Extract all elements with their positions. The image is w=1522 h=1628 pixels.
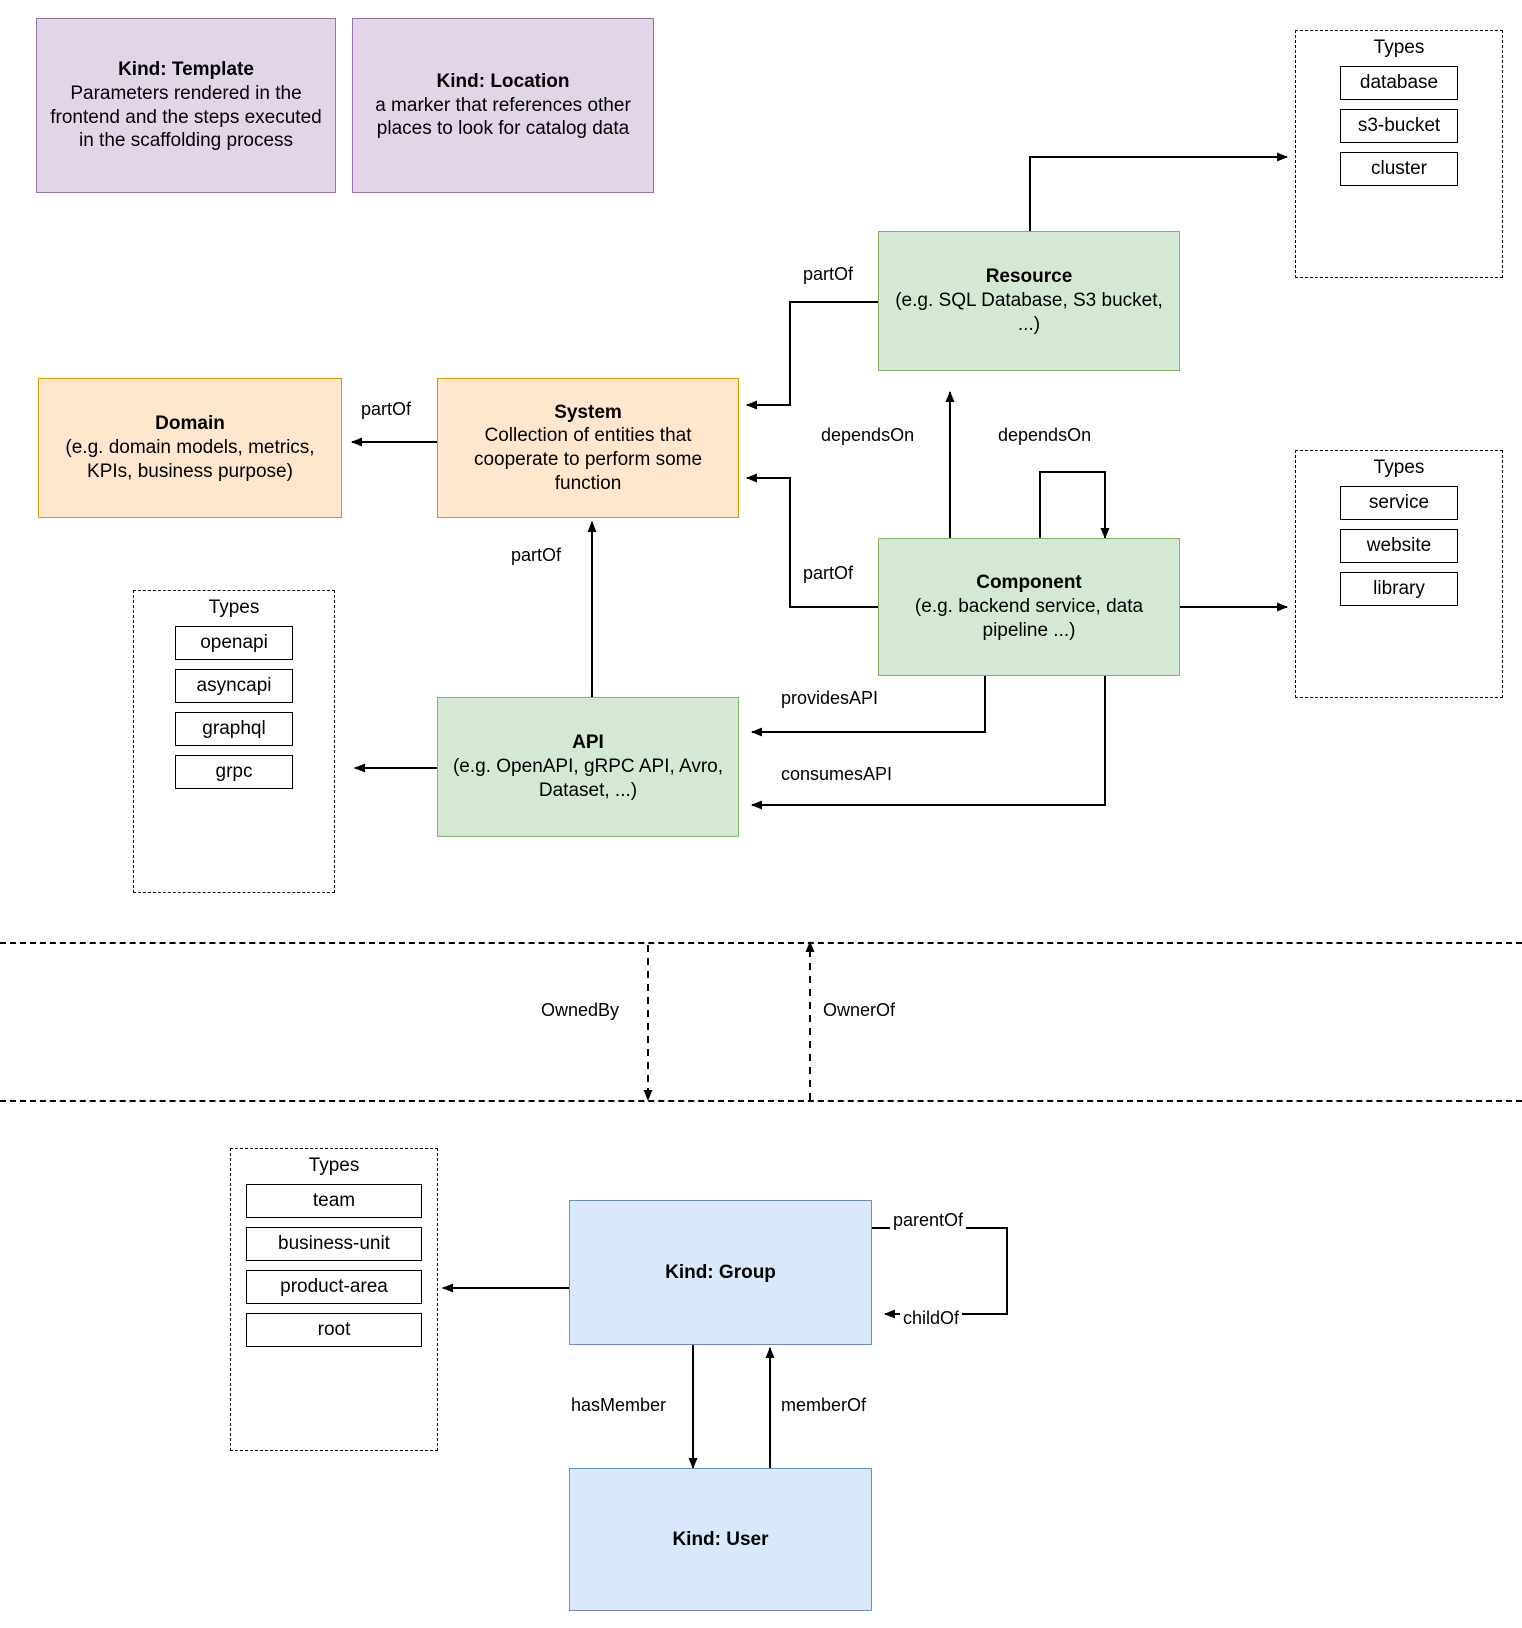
type-item-s3-bucket[interactable]: s3-bucket — [1340, 109, 1458, 143]
node-kind-location-title: Kind: Location — [436, 70, 570, 92]
node-component[interactable] — [878, 538, 1180, 676]
edge-label-resource-dependson: dependsOn — [818, 425, 917, 446]
edge-label-component-dependson: dependsOn — [995, 425, 1094, 446]
types-api — [133, 590, 335, 893]
edge-label-hasmember: hasMember — [568, 1395, 669, 1416]
node-component-sub: (e.g. backend service, data pipeline ...) — [914, 596, 1144, 641]
edge-label-resource-partof: partOf — [800, 264, 856, 285]
type-item-library[interactable]: library — [1340, 572, 1458, 606]
types-component — [1295, 450, 1503, 698]
node-kind-group[interactable] — [569, 1200, 872, 1345]
type-item-team[interactable]: team — [246, 1184, 422, 1218]
edge-label-api-partof: partOf — [508, 545, 564, 566]
divider-top — [0, 942, 1522, 944]
edge-label-ownerof: OwnerOf — [820, 1000, 898, 1021]
types-resource — [1295, 30, 1503, 278]
node-api-sub: (e.g. OpenAPI, gRPC API, Avro, Dataset, ...) — [452, 756, 723, 801]
edge-label-memberof: memberOf — [778, 1395, 869, 1416]
type-item-business-unit[interactable]: business-unit — [246, 1227, 422, 1261]
node-resource[interactable] — [878, 231, 1180, 371]
node-domain-sub: (e.g. domain models, metrics, KPIs, business purpose) — [65, 437, 315, 482]
edge-label-consumesapi: consumesAPI — [778, 764, 895, 785]
edge-label-childof: childOf — [900, 1308, 962, 1329]
node-kind-user[interactable] — [569, 1468, 872, 1611]
node-system-sub: Collection of entities that cooperate to perform some function — [473, 425, 703, 494]
type-item-product-area[interactable]: product-area — [246, 1270, 422, 1304]
type-item-graphql[interactable]: graphql — [175, 712, 293, 746]
node-kind-location[interactable] — [352, 18, 654, 193]
types-group — [230, 1148, 438, 1451]
type-item-openapi[interactable]: openapi — [175, 626, 293, 660]
node-domain-title: Domain — [155, 413, 225, 435]
node-domain[interactable] — [38, 378, 342, 518]
type-item-grpc[interactable]: grpc — [175, 755, 293, 789]
node-kind-template-sub: Parameters rendered in the frontend and the steps executed in the scaffolding process — [50, 82, 322, 152]
type-item-website[interactable]: website — [1340, 529, 1458, 563]
edge-label-ownedby: OwnedBy — [538, 1000, 622, 1021]
edge-label-providesapi: providesAPI — [778, 688, 881, 709]
node-api-title: API — [572, 732, 604, 754]
node-kind-template[interactable] — [36, 18, 336, 193]
edge-label-domain-partof: partOf — [358, 399, 414, 420]
divider-bottom — [0, 1100, 1522, 1102]
node-system-title: System — [554, 401, 622, 423]
type-item-database[interactable]: database — [1340, 66, 1458, 100]
type-item-asyncapi[interactable]: asyncapi — [175, 669, 293, 703]
edge-label-parentof: parentOf — [890, 1210, 966, 1231]
type-item-service[interactable]: service — [1340, 486, 1458, 520]
types-group-label: Types — [308, 1155, 360, 1176]
node-kind-location-sub: a marker that references other places to look for catalog data — [375, 94, 631, 140]
node-resource-sub: (e.g. SQL Database, S3 bucket, ...) — [895, 290, 1163, 335]
node-kind-template-title: Kind: Template — [118, 59, 254, 80]
node-kind-group-title: Kind: Group — [665, 1261, 776, 1283]
node-kind-user-title: Kind: User — [672, 1528, 769, 1550]
type-item-cluster[interactable]: cluster — [1340, 152, 1458, 186]
type-item-root[interactable]: root — [246, 1313, 422, 1347]
types-component-label: Types — [1373, 457, 1425, 478]
node-resource-title: Resource — [985, 266, 1073, 288]
node-system[interactable] — [437, 378, 739, 518]
edge-label-component-partof: partOf — [800, 563, 856, 584]
types-resource-label: Types — [1373, 37, 1425, 58]
node-api[interactable] — [437, 697, 739, 837]
node-component-title: Component — [976, 572, 1082, 594]
types-api-label: Types — [208, 597, 260, 618]
